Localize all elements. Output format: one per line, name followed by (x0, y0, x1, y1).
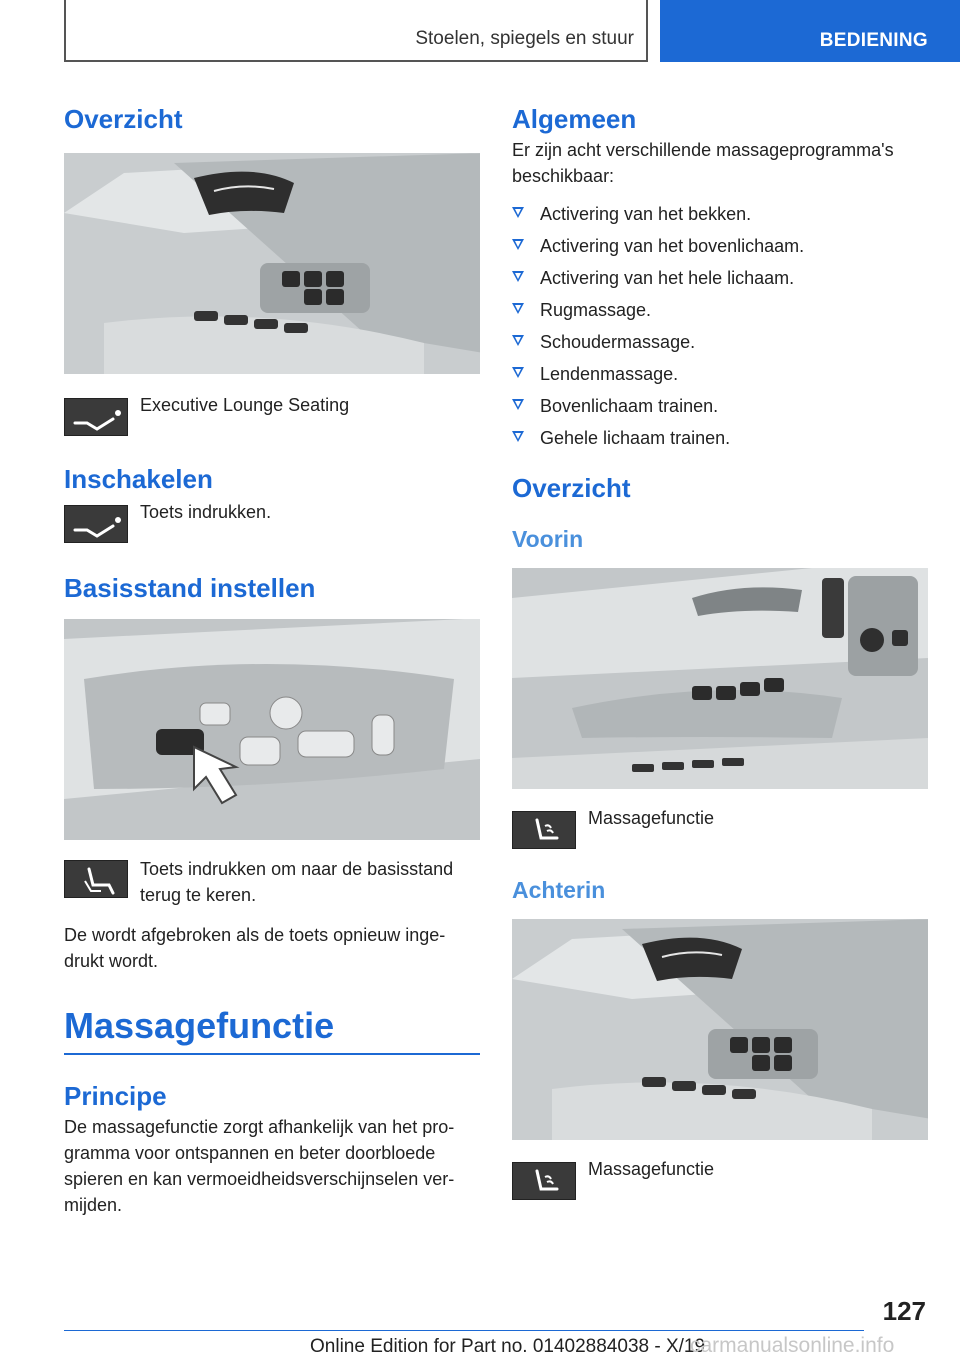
triangle-down-bullet-icon (512, 399, 524, 410)
algemeen-heading: Algemeen (512, 104, 637, 134)
voorin-caption: Massagefunctie (588, 807, 715, 828)
principe-heading: Principe (64, 1080, 167, 1111)
header-chapter-label: BEDIENING (819, 30, 928, 51)
executive-lounge-caption: Executive Lounge Seating (140, 395, 350, 416)
overzicht-right-heading: Overzicht (512, 473, 631, 504)
achterin-heading: Achterin (512, 876, 606, 903)
door-panel-rear-image (64, 153, 480, 374)
triangle-down-bullet-icon (512, 303, 524, 314)
massagefunctie-heading: Massagefunctie (64, 1004, 480, 1055)
lounge-seating-icon (64, 398, 128, 436)
basisstand-note: De wordt afgebroken als de toets opnieuw inge- drukt wordt. (64, 924, 446, 971)
list-item: Bovenlichaam trainen. (512, 393, 928, 419)
footer-divider (64, 1330, 864, 1331)
list-item: Gehele lichaam trainen. (512, 425, 928, 451)
right-column (512, 96, 928, 1200)
voorin-heading: Voorin (512, 526, 584, 553)
triangle-down-bullet-icon (512, 207, 524, 218)
achterin-caption: Massagefunctie (588, 1158, 715, 1179)
triangle-down-bullet-icon (512, 239, 524, 250)
inschakelen-heading: Inschakelen (64, 464, 213, 495)
footer-watermark: carmanualsonline.info (690, 1334, 895, 1357)
triangle-down-bullet-icon (512, 431, 524, 442)
basisstand-heading: Basisstand instellen (64, 573, 316, 604)
list-item: Activering van het hele lichaam. (512, 265, 928, 291)
header-section-title: Stoelen, spiegels en stuur (415, 28, 634, 49)
door-panel-front-image (512, 568, 928, 789)
inschakelen-text: Toets indrukken. (140, 502, 272, 523)
algemeen-text: Er zijn acht verschillende massageprogramma's beschikbaar: (512, 140, 894, 187)
left-column (64, 96, 480, 1218)
lounge-seating-icon (64, 505, 128, 543)
door-panel-rear-seat-image (512, 919, 928, 1140)
triangle-down-bullet-icon (512, 335, 524, 346)
massage-program-list (512, 201, 928, 451)
footer-edition-text: Online Edition for Part no. 01402884038 - X/19 (310, 1336, 706, 1357)
seat-reset-icon (64, 860, 128, 898)
page-number: 127 (882, 1296, 926, 1326)
overzicht-heading: Overzicht (64, 104, 183, 134)
massage-seat-icon (512, 1162, 576, 1200)
list-item: Activering van het bekken. (512, 201, 928, 227)
list-item: Schoudermassage. (512, 329, 928, 355)
triangle-down-bullet-icon (512, 271, 524, 282)
list-item: Lendenmassage. (512, 361, 928, 387)
basisstand-caption: Toets indrukken om naar de basisstand terug te keren. (140, 858, 454, 905)
list-item: Rugmassage. (512, 297, 928, 323)
seat-controls-image (64, 619, 480, 840)
triangle-down-bullet-icon (512, 367, 524, 378)
header-chapter-tab[interactable] (660, 0, 960, 62)
principe-text: De massagefunctie zorgt afhankelijk van het pro- gramma voor ontspannen en beter doorbloede spieren en kan vermoeidheidsverschijnselen ver- mijden. (64, 1116, 455, 1215)
header-title-box (64, 0, 648, 62)
massage-seat-icon (512, 811, 576, 849)
list-item: Activering van het bovenlichaam. (512, 233, 928, 259)
